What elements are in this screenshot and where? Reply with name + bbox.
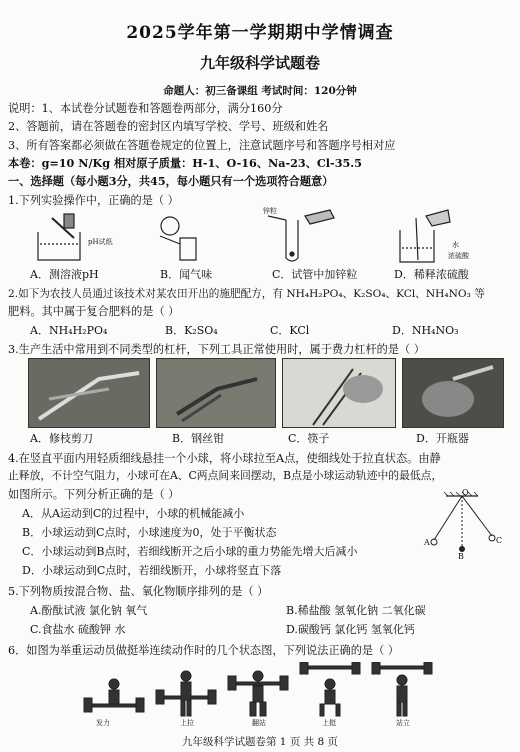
q1-option-b: B．闻气味: [160, 268, 213, 281]
exam-title: 2025学年第一学期期中学情调查: [126, 23, 394, 43]
q4-label-a: A: [424, 538, 430, 547]
q3-photo-bottle-opener: [402, 358, 504, 428]
q3-option-d: D．开瓶器: [416, 432, 469, 445]
q6-stem: 6．如图为举重运动员做挺举连续动作时的几个状态图，下列说法正确的是（ ）: [8, 644, 400, 657]
exam-meta: 命题人：初三备课组 考试时间：120分钟: [163, 85, 357, 97]
q4-option-a: A．从A运动到C的过程中，小球的机械能减小: [22, 507, 245, 520]
q2-option-b: B．K₂SO₄: [165, 324, 218, 337]
q3-photo-pruning-shears: [28, 358, 150, 428]
instruction-1: 说明：1、本试卷分试题卷和答题卷两部分，满分160分: [8, 102, 283, 115]
page-footer: 九年级科学试题卷第 1 页 共 8 页: [181, 736, 339, 748]
instruction-constants: 本卷：g=10 N/Kg 相对原子质量：H-1、O-16、Na-23、Cl-35.5: [8, 156, 362, 170]
q5-option-d: D.碳酸钙 氯化钙 氢氧化钙: [286, 623, 415, 636]
q3-photo-pliers: [156, 358, 276, 428]
q1-figure-c: [268, 210, 334, 261]
q2-option-d: D．NH₄NO₃: [392, 324, 459, 337]
q4-label-o: O: [462, 488, 469, 497]
q6-label-5: 站立: [396, 719, 410, 727]
q1-zinc-label: 锌粒: [263, 207, 277, 215]
q5-option-c: C.食盐水 硫酸钾 水: [30, 623, 126, 636]
q6-figure-5: [372, 662, 432, 716]
q1-option-c: C．试管中加锌粒: [272, 268, 358, 281]
q6-label-2: 上拉: [180, 719, 194, 727]
q6-weightlifting-figures: [80, 662, 460, 720]
q6-figure-4: [300, 662, 360, 716]
q3-photo-chopsticks: [282, 358, 396, 428]
q3-option-c: C．筷子: [288, 432, 330, 445]
q6-label-3: 翻站: [252, 719, 266, 727]
q1-acid-label: 浓硫酸: [448, 252, 469, 260]
q1-option-d: D．稀释浓硫酸: [394, 268, 469, 281]
q4-stem-3: 如图所示。下列分析正确的是（ ）: [8, 488, 180, 501]
q2-stem-2: 肥料。其中属于复合肥料的是（ ）: [8, 305, 180, 318]
q6-figure-2: [156, 671, 216, 716]
q1-stem: 1.下列实验操作中，正确的是（ ）: [8, 194, 179, 207]
q3-option-a: A．修枝剪刀: [30, 432, 93, 445]
q1-water-label: 水: [452, 241, 459, 249]
q4-label-b: B: [458, 552, 464, 561]
q1-figure-d: [400, 210, 450, 262]
section-heading: 一、选择题（每小题3分，共45，每小题只有一个选项符合题意）: [8, 174, 334, 188]
q6-label-1: 发力: [96, 719, 110, 727]
q4-stem-2: 止释放，不计空气阻力，小球可在A、C两点间来回摆动，B点是小球运动轨迹中的最低点，: [8, 469, 443, 482]
q5-option-a: A.酚酞试液 氯化钠 氧气: [30, 604, 148, 617]
q4-pendulum-diagram: [412, 488, 512, 560]
q4-stem: 4.在竖直平面内用轻质细线悬挂一个小球，将小球拉至A点，使细线处于拉直状态。由静: [8, 452, 441, 465]
q2-option-c: C．KCl: [270, 324, 310, 337]
q1-figures: [30, 208, 500, 266]
q4-option-d: D．小球运动到C点时，若细线断开，小球将竖直下落: [22, 564, 282, 577]
q1-figure-a: [38, 214, 80, 260]
exam-subtitle: 九年级科学试题卷: [199, 54, 320, 72]
q3-stem: 3.生产生活中常用到不同类型的杠杆，下列工具正常使用时，属于费力杠杆的是（ ）: [8, 343, 425, 356]
q5-option-b: B.稀盐酸 氢氧化钠 二氧化碳: [286, 604, 426, 617]
q6-figure-3: [228, 671, 288, 716]
q6-label-4: 上挺: [322, 719, 336, 727]
q4-label-c: C: [496, 536, 503, 545]
q4-option-b: B．小球运动到C点时，小球速度为0，处于平衡状态: [22, 526, 277, 539]
q1-ph-paper-label: pH试纸: [88, 238, 113, 246]
instruction-2: 2、答题前，请在答题卷的密封区内填写学校、学号、班级和姓名: [8, 120, 329, 133]
q6-figure-1: [84, 679, 144, 712]
q1-figure-b: [160, 217, 196, 260]
q2-option-a: A．NH₄H₂PO₄: [30, 324, 108, 337]
q3-option-b: B．钢丝钳: [172, 432, 225, 445]
q1-option-a: A．测溶液pH: [30, 268, 99, 281]
q4-option-c: C．小球运动到B点时，若细线断开之后小球的重力势能先增大后减小: [22, 545, 358, 558]
instruction-3: 3、所有答案都必须做在答题卷规定的位置上，注意试题序号和答题序号相对应: [8, 139, 396, 152]
q2-stem: 2.如下为农技人员通过该技术对某农田开出的施肥配方，有 NH₄H₂PO₄、K₂SO₄、KCl、NH₄NO₃ 等: [8, 288, 485, 300]
q5-stem: 5.下列物质按混合物、盐、氧化物顺序排列的是（ ）: [8, 585, 269, 598]
